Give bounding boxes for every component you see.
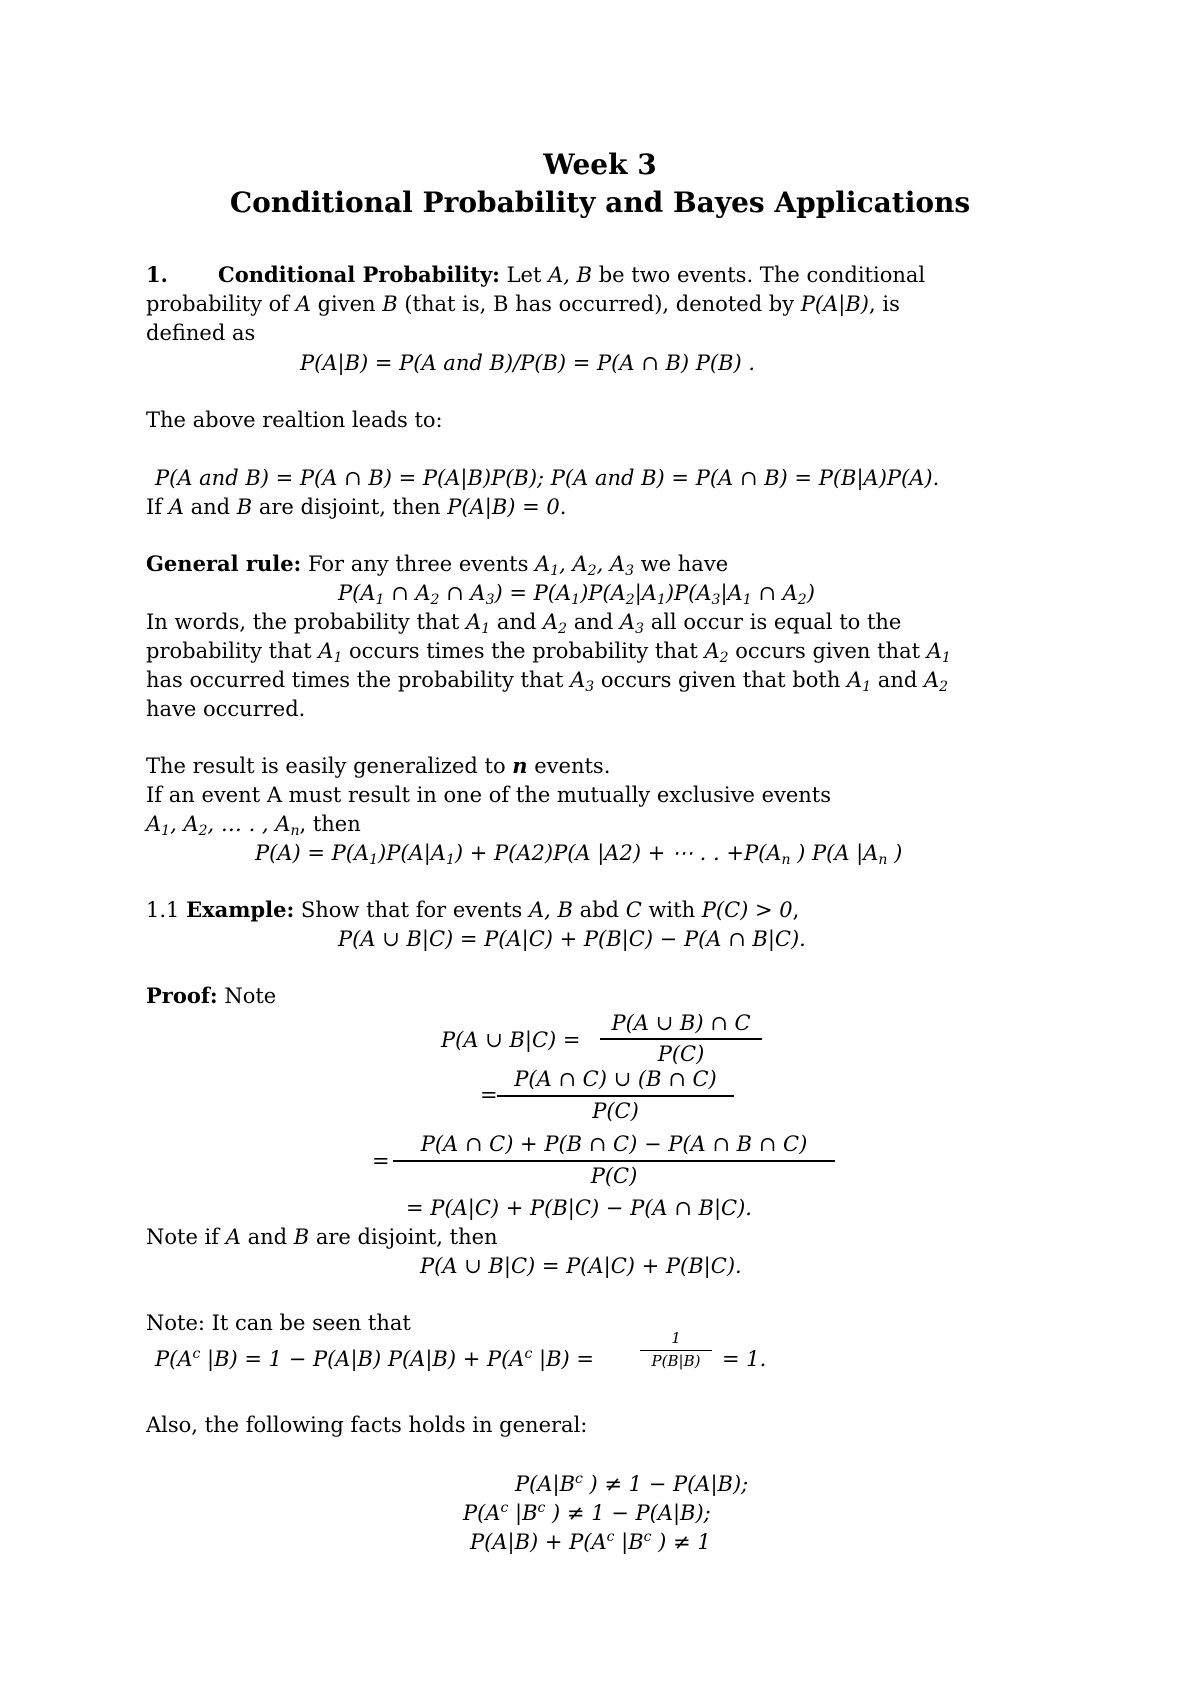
note-line: Note: It can be seen that (146, 1311, 411, 1335)
fraction-2-denominator: P(C) (592, 1099, 639, 1123)
proof-line: Proof: Note (146, 983, 277, 1008)
words-line-3: has occurred times the probability that $A_3$ occurs given that both $A_1$ and $A_2$ (146, 668, 949, 695)
section-1-line-1: 1. Conditional Probability: Let A, B be two events. The conditional (146, 262, 926, 287)
section-number: 1. (146, 262, 168, 287)
words-line-2: probability that $A_1$ occurs times the probability that $A_2$ occurs given that $A_1$ (146, 639, 951, 666)
complement-identity-result: = 1. (722, 1347, 767, 1371)
fraction-1-bar (600, 1038, 762, 1040)
fraction-3-equals: = (372, 1149, 390, 1173)
words-line-4: have occurred. (146, 697, 306, 721)
conditional-probability-definition: P(A|B) = P(A and B)/P(B) = P(A ∩ B) P(B) . (300, 351, 756, 375)
fraction-3-numerator: P(A ∩ C) + P(B ∩ C) − P(A ∩ B ∩ C) (420, 1132, 808, 1156)
fraction-3-bar (393, 1160, 835, 1162)
fraction-2-bar (497, 1095, 734, 1097)
section-heading: Conditional Probability: (218, 262, 500, 287)
proof-label: Proof: (146, 983, 218, 1008)
generalization-line: The result is easily generalized to n events. (146, 753, 611, 778)
proof-lhs: P(A ∪ B|C) = (441, 1028, 581, 1052)
small-fraction-bar (640, 1350, 712, 1351)
events-list-line: $A_1$, $A_2$, … . , $A_n$, then (146, 812, 361, 839)
fact-2: $P(A^c$ $|B^c$ ) ≠ 1 − P(A|B); (463, 1500, 711, 1525)
relation-intro: The above realtion leads to: (146, 408, 443, 432)
disjoint-note-line: Note if A and B are disjoint, then (146, 1225, 498, 1249)
example-claim: P(A ∪ B|C) = P(A|C) + P(B|C) − P(A ∩ B|C). (338, 927, 806, 951)
general-rule-formula: $P(A_1$ ∩ $A_2$ ∩ $A_3) = P(A_1)P(A_2|A_1)P(A_3|A_1$ ∩ $A_2$) (338, 581, 815, 608)
example-label: Example: (186, 897, 295, 922)
fraction-3-denominator: P(C) (590, 1164, 638, 1188)
proof-final-line: = P(A|C) + P(B|C) − P(A ∩ B|C). (406, 1196, 752, 1220)
fraction-1-denominator: P(C) (657, 1042, 705, 1066)
fact-1: $P(A|B^c$ ) ≠ 1 − P(A|B); (515, 1471, 749, 1496)
section-1-line-2: probability of A given B (that is, B has occurred), denoted by P(A|B), is (146, 292, 900, 316)
disjoint-statement: If A and B are disjoint, then P(A|B) = 0. (146, 495, 567, 519)
general-rule-line: General rule: For any three events $A_1$, $A_2$, $A_3$ we have (146, 551, 729, 579)
section-1-line-3: defined as (146, 321, 256, 345)
disjoint-formula: P(A ∪ B|C) = P(A|C) + P(B|C). (420, 1254, 742, 1278)
fraction-2-numerator: P(A ∩ C) ∪ (B ∩ C) (514, 1067, 717, 1091)
small-fraction-numerator: 1 (671, 1329, 681, 1347)
words-line-1: In words, the probability that $A_1$ and $A_2$ and $A_3$ all occur is equal to the (146, 610, 902, 637)
fraction-1-numerator: P(A ∪ B) ∩ C (611, 1011, 751, 1035)
fact-3: $P(A|B) + P(A^c$ $|B^c$ ) ≠ 1 (470, 1529, 711, 1554)
small-fraction-denominator: P(B|B) (651, 1352, 701, 1370)
general-rule-label: General rule: (146, 551, 302, 576)
facts-intro: Also, the following facts holds in general: (146, 1413, 588, 1437)
fraction-2-equals: = (480, 1083, 498, 1107)
week-title: Week 3 (543, 148, 657, 181)
example-line: 1.1 Example: Show that for events A, B abd C with P(C) > 0, (146, 897, 800, 922)
mutually-exclusive-line: If an event A must result in one of the mutually exclusive events (146, 783, 832, 807)
multiplication-rule: P(A and B) = P(A ∩ B) = P(A|B)P(B); P(A and B) = P(A ∩ B) = P(B|A)P(A). (155, 466, 940, 490)
page-title: Conditional Probability and Bayes Applications (229, 186, 971, 219)
total-probability-formula: $P(A) = P(A_1)P(A|A_1) + P(A2)P(A$ |A2) + ⋯ . . $+P(A_n$ ) P(A $|A_n$ ) (255, 841, 903, 868)
complement-identity: $P(A^c$ |B) = 1 − P(A|B) $P(A|B) + P(A^c$ |B) = (155, 1346, 594, 1371)
